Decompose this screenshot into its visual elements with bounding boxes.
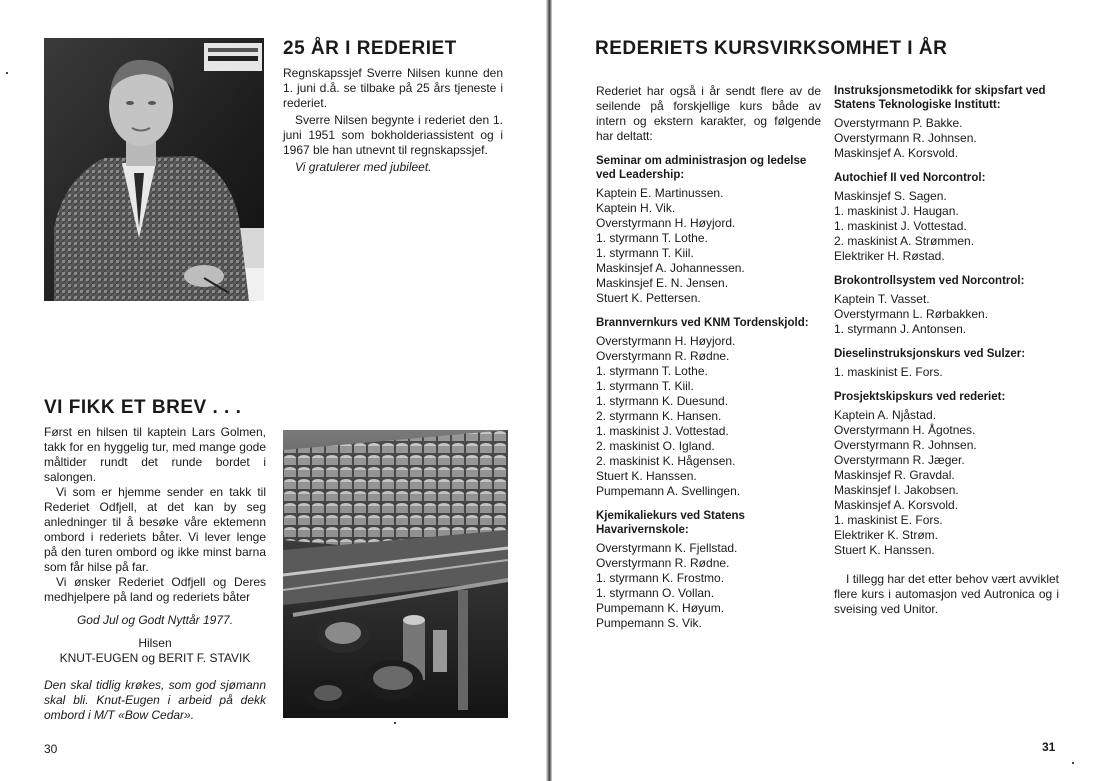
- participant: Overstyrmann L. Rørbakken.: [834, 307, 989, 321]
- participant: Kaptein A. Njåstad.: [834, 408, 937, 422]
- participant: Maskinsjef S. Sagen.: [834, 189, 947, 203]
- participant: Overstyrmann P. Bakke.: [834, 116, 963, 130]
- course-section: [834, 171, 1059, 264]
- participant: Maskinsjef I. Jakobsen.: [834, 483, 959, 497]
- letter-para2: Vi som er hjemme sender en takk til Rederiet Odfjell, at det kan by seg anledninger til å besøke våre ektemenn ombord i rederiets båter. Vi lever lenge på den turen ombord og ikke minst barna som får hilse på far.: [44, 485, 266, 574]
- participant: Overstyrmann H. Ågotnes.: [834, 423, 976, 437]
- participant: 1. maskinist E. Fors.: [834, 365, 943, 379]
- course-heading: Dieselinstruksjonskurs ved Sulzer:: [834, 348, 1026, 360]
- letter-sign-names: KNUT-EUGEN og BERIT F. STAVIK: [59, 651, 251, 665]
- participant: 1. styrmann J. Antonsen.: [834, 322, 967, 336]
- courses-right-sections: [834, 84, 1059, 558]
- courses-title: REDERIETS KURSVIRKSOMHET I ÅR: [595, 38, 948, 59]
- participant: 1. styrmann T. Lothe.: [596, 231, 708, 245]
- participant: Pumpemann S. Vik.: [596, 616, 702, 630]
- participant: 1. styrmann T. Kiil.: [596, 379, 694, 393]
- participant: Kaptein T. Vasset.: [834, 292, 930, 306]
- participant: Elektriker H. Røstad.: [834, 249, 945, 263]
- course-section: [596, 509, 821, 631]
- participant: Overstyrmann H. Høyjord.: [596, 334, 736, 348]
- course-heading: Prosjektskipskurs ved rederiet:: [834, 391, 1006, 403]
- courses-closing: I tillegg har det etter behov vært avviklet flere kurs i automasjon ved Autronica og i sveising ved Unitor.: [834, 572, 1059, 616]
- participant: 2. maskinist O. Igland.: [596, 439, 715, 453]
- left-page: [0, 0, 548, 781]
- course-heading: Brannvernkurs ved KNM Tordenskjold:: [596, 317, 809, 329]
- participant: 2. maskinist K. Hågensen.: [596, 454, 736, 468]
- participant: 2. maskinist A. Strømmen.: [834, 234, 975, 248]
- scan-mark: [394, 722, 396, 724]
- course-heading: Seminar om administrasjon og ledelse ved Leadership:: [596, 155, 807, 181]
- participant: 2. styrmann K. Hansen.: [596, 409, 722, 423]
- course-section: [834, 390, 1059, 558]
- letter-title: VI FIKK ET BREV . . .: [44, 397, 242, 418]
- participant: Overstyrmann R. Rødne.: [596, 349, 730, 363]
- participant: 1. styrmann T. Lothe.: [596, 364, 708, 378]
- article-25-years-closing: Vi gratulerer med jubileet.: [295, 160, 432, 174]
- course-heading: Brokontrollsystem ved Norcontrol:: [834, 275, 1025, 287]
- course-section: [834, 347, 1059, 380]
- participant: Kaptein E. Martinussen.: [596, 186, 724, 200]
- portrait-image: [44, 38, 264, 301]
- participant: Stuert K. Pettersen.: [596, 291, 701, 305]
- deck-photo: [283, 430, 508, 718]
- deck-image: [283, 430, 508, 718]
- participant: Maskinsjef R. Gravdal.: [834, 468, 955, 482]
- participant: Pumpemann A. Svellingen.: [596, 484, 741, 498]
- letter-para3: Vi ønsker Rederiet Odfjell og Deres medhjelpere på land og rederiets båter: [44, 575, 266, 604]
- participant: Maskinsjef E. N. Jensen.: [596, 276, 729, 290]
- participant: Elektriker K. Strøm.: [834, 528, 939, 542]
- participant: Stuert K. Hanssen.: [834, 543, 935, 557]
- scan-mark: [1072, 762, 1074, 764]
- participant: 1. maskinist J. Vottestad.: [596, 424, 729, 438]
- participant: Overstyrmann R. Johnsen.: [834, 131, 977, 145]
- participant: Maskinsjef A. Johannessen.: [596, 261, 745, 275]
- courses-right-column: [834, 74, 1059, 617]
- left-page-number: 30: [44, 742, 58, 756]
- course-section: [596, 316, 821, 499]
- course-heading: Autochief II ved Norcontrol:: [834, 172, 986, 184]
- course-heading: Instruksjonsmetodikk for skipsfart ved Statens Teknologiske Institutt:: [834, 85, 1046, 111]
- letter-para1: Først en hilsen til kaptein Lars Golmen, takk for en hyggelig tur, med mange gode måltider rundt det runde bordet i salongen.: [44, 425, 266, 484]
- course-section: [834, 84, 1059, 161]
- participant: Pumpemann K. Høyum.: [596, 601, 725, 615]
- courses-left-column: [596, 84, 821, 631]
- participant: 1. styrmann O. Vollan.: [596, 586, 715, 600]
- courses-intro: Rederiet har også i år sendt flere av de seilende på forskjellige kurs både av intern og ekstern karakter, og følgende har deltatt:: [596, 84, 821, 143]
- participant: Maskinsjef A. Korsvold.: [834, 498, 959, 512]
- participant: Overstyrmann K. Fjellstad.: [596, 541, 738, 555]
- letter-body: [44, 425, 266, 723]
- article-25-years-para1: Regnskapssjef Sverre Nilsen kunne den 1. juni d.å. se tilbake på 25 års tjeneste i rederiet.: [283, 66, 503, 110]
- scan-mark: [6, 72, 8, 74]
- right-page-number: 31: [1042, 740, 1056, 754]
- participant: Overstyrmann R. Rødne.: [596, 556, 730, 570]
- course-section: [596, 154, 821, 306]
- participant: 1. styrmann K. Duesund.: [596, 394, 729, 408]
- portrait-photo: [44, 38, 264, 301]
- article-25-years-para2: Sverre Nilsen begynte i rederiet den 1. juni 1951 som bokholderiassistent og i 1967 ble han utnevnt til regnskapssjef.: [283, 113, 503, 157]
- participant: 1. maskinist E. Fors.: [834, 513, 943, 527]
- participant: 1. styrmann K. Frostmo.: [596, 571, 725, 585]
- participant: Overstyrmann R. Johnsen.: [834, 438, 977, 452]
- participant: Overstyrmann R. Jæger.: [834, 453, 965, 467]
- courses-left-sections: [596, 154, 821, 631]
- participant: Overstyrmann H. Høyjord.: [596, 216, 736, 230]
- article-25-years-body: [283, 66, 503, 175]
- right-page: [552, 0, 1100, 781]
- course-heading: Kjemikaliekurs ved Statens Havarivernskole:: [596, 510, 745, 536]
- letter-caption: Den skal tidlig krøkes, som god sjømann skal bli. Knut-Eugen i arbeid på dekk ombord i M/T «Bow Cedar».: [44, 678, 266, 722]
- participant: 1. maskinist J. Haugan.: [834, 204, 959, 218]
- article-25-years-title: 25 ÅR I REDERIET: [283, 38, 457, 59]
- course-section: [834, 274, 1059, 337]
- participant: Kaptein H. Vik.: [596, 201, 676, 215]
- participant: Stuert K. Hanssen.: [596, 469, 697, 483]
- participant: Maskinsjef A. Korsvold.: [834, 146, 959, 160]
- participant: 1. maskinist J. Vottestad.: [834, 219, 967, 233]
- letter-greeting: God Jul og Godt Nyttår 1977.: [76, 613, 234, 627]
- participant: 1. styrmann T. Kiil.: [596, 246, 694, 260]
- letter-sign-label: Hilsen: [138, 636, 172, 650]
